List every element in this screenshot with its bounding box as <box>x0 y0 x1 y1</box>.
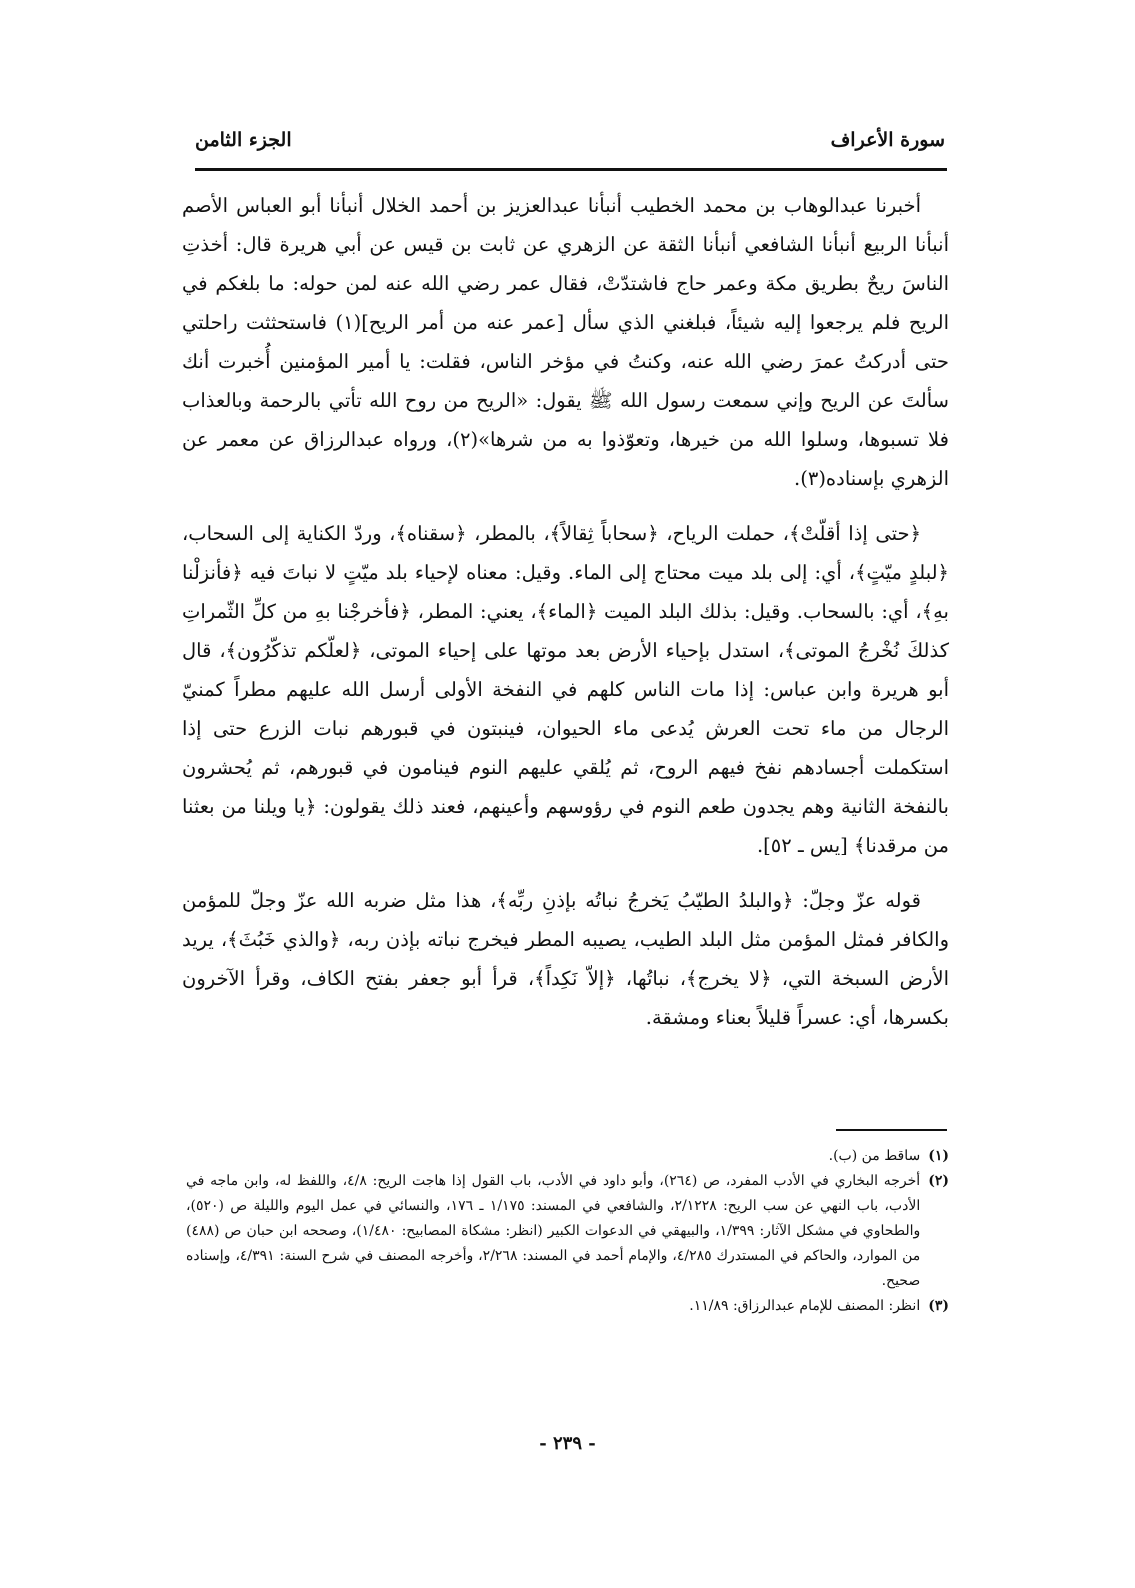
footnote-2 <box>186 1169 949 1294</box>
footnote-3 <box>186 1294 949 1319</box>
footnote-text: انظر: المصنف للإمام عبدالرزاق: ١١/٨٩. <box>689 1298 921 1314</box>
paragraph-commentary: ﴿حتى إذا أقلّتْ﴾، حملت الرياح، ﴿سحاباً ثِقالاً﴾، بالمطر، ﴿سقناه﴾، وردّ الكناية إلى السحاب، ﴿لبلدٍ ميّتٍ﴾، أي: إلى بلد ميت محتاج إلى الماء. وقيل: معناه لإحياء بلد ميّتٍ لا نباتَ فيه ﴿فأنزلْنا بهِ﴾، أي: بالسحاب. وقيل: بذلك البلد الميت ﴿الماء﴾، يعني: المطر، ﴿فأخرجْنا بهِ من كلِّ الثّمراتِ كذلكَ نُخْرجُ الموتى﴾، استدل بإحياء الأرض بعد موتها على إحياء الموتى، ﴿لعلّكم تذكّرُون﴾، قال أبو هريرة وابن عباس: إذا مات الناس كلهم في النفخة الأولى أرسل الله عليهم مطراً كمنيّ الرجال من ماء تحت العرش يُدعى ماء الحيوان، فينبتون في قبورهم نبات الزرع حتى إذا استكملت أجسادهم نفخ فيهم الروح، ثم يُلقي عليهم النوم فينامون في قبورهم، ثم يُحشرون بالنفخة الثانية وهم يجدون طعم النوم في رؤوسهم وأعينهم، فعند ذلك يقولون: ﴿يا ويلنا من بعثنا من مرقدنا﴾ [يس ـ ٥٢]. <box>182 522 949 857</box>
page-number: - ٢٣٩ - <box>539 1433 596 1454</box>
header-divider <box>195 168 947 171</box>
surah-title: سورة الأعراف <box>830 129 945 151</box>
paragraph-verse-explanation: قوله عزّ وجلّ: ﴿والبلدُ الطيّبُ يَخرجُ نباتُه بإذنِ ربِّه﴾، هذا مثل ضربه الله عزّ وجلّ للمؤمن والكافر فمثل المؤمن مثل البلد الطيب، يصيبه المطر فيخرج نباته بإذن ربه، ﴿والذي خَبُثَ﴾، يريد الأرض السبخة التي، ﴿لا يخرج﴾، نباتُها، ﴿إلاّ نَكِداً﴾، قرأ أبو جعفر بفتح الكاف، وقرأ الآخرون بكسرها، أي: عسراً قليلاً بعناء ومشقة. <box>182 889 949 1029</box>
running-header <box>195 120 945 160</box>
footnote-text: أخرجه البخاري في الأدب المفرد، ص (٢٦٤)، وأبو داود في الأدب، باب القول إذا هاجت الريح: ٤/٨، واللفظ له، وابن ماجه في الأدب، باب النهي عن سب الريح: ٢/١٢٢٨، والشافعي في المسند: ١/١٧٥ ـ ١٧٦، والنسائي في عمل اليوم والليلة ص (٥٢٠)، والطحاوي في مشكل الآثار: ١/٣٩٩، والبيهقي في الدعوات الكبير (انظر: مشكاة المصابيح: ١/٤٨٠)، وصححه ابن حبان ص (٤٨٨) من الموارد، والحاكم في المستدرك ٤/٢٨٥، والإمام أحمد في المسند: ٢/٢٦٨، وأخرجه المصنف في شرح السنة: ٤/٣٩١، وإسناده صحيح. <box>186 1173 921 1289</box>
footnote-number: (٣) <box>928 1298 949 1314</box>
footnote-divider <box>836 1129 947 1131</box>
footnote-number: (١) <box>928 1148 949 1164</box>
main-text <box>182 186 949 1053</box>
footnote-1 <box>186 1144 949 1169</box>
part-label: الجزء الثامن <box>195 129 292 151</box>
paragraph-hadith: أخبرنا عبدالوهاب بن محمد الخطيب أنبأنا عبدالعزيز بن أحمد الخلال أنبأنا أبو العباس الأصم أنبأنا الربيع أنبأنا الشافعي أنبأنا الثقة عن الزهري عن ثابت بن قيس عن أبي هريرة قال: أخذتِ الناسَ ريحٌ بطريق مكة وعمر حاج فاشتدّتْ، فقال عمر رضي الله عنه لمن حوله: ما بلغكم في الريح فلم يرجعوا إليه شيئاً، فبلغني الذي سأل [عمر عنه من أمر الريح](١) فاستحثثت راحلتي حتى أدركتُ عمرَ رضي الله عنه، وكنتُ في مؤخر الناس، فقلت: يا أمير المؤمنين أُخبرت أنك سألتَ عن الريح وإني سمعت رسول الله ﷺ يقول: «الريح من روح الله تأتي بالرحمة وبالعذاب فلا تسبوها، وسلوا الله من خيرها، وتعوّذوا به من شرها»(٢)، ورواه عبدالرزاق عن معمر عن الزهري بإسناده(٣). <box>182 194 949 490</box>
footnote-text: ساقط من (ب). <box>828 1148 921 1164</box>
footnotes <box>186 1144 949 1319</box>
footnote-number: (٢) <box>928 1173 949 1189</box>
